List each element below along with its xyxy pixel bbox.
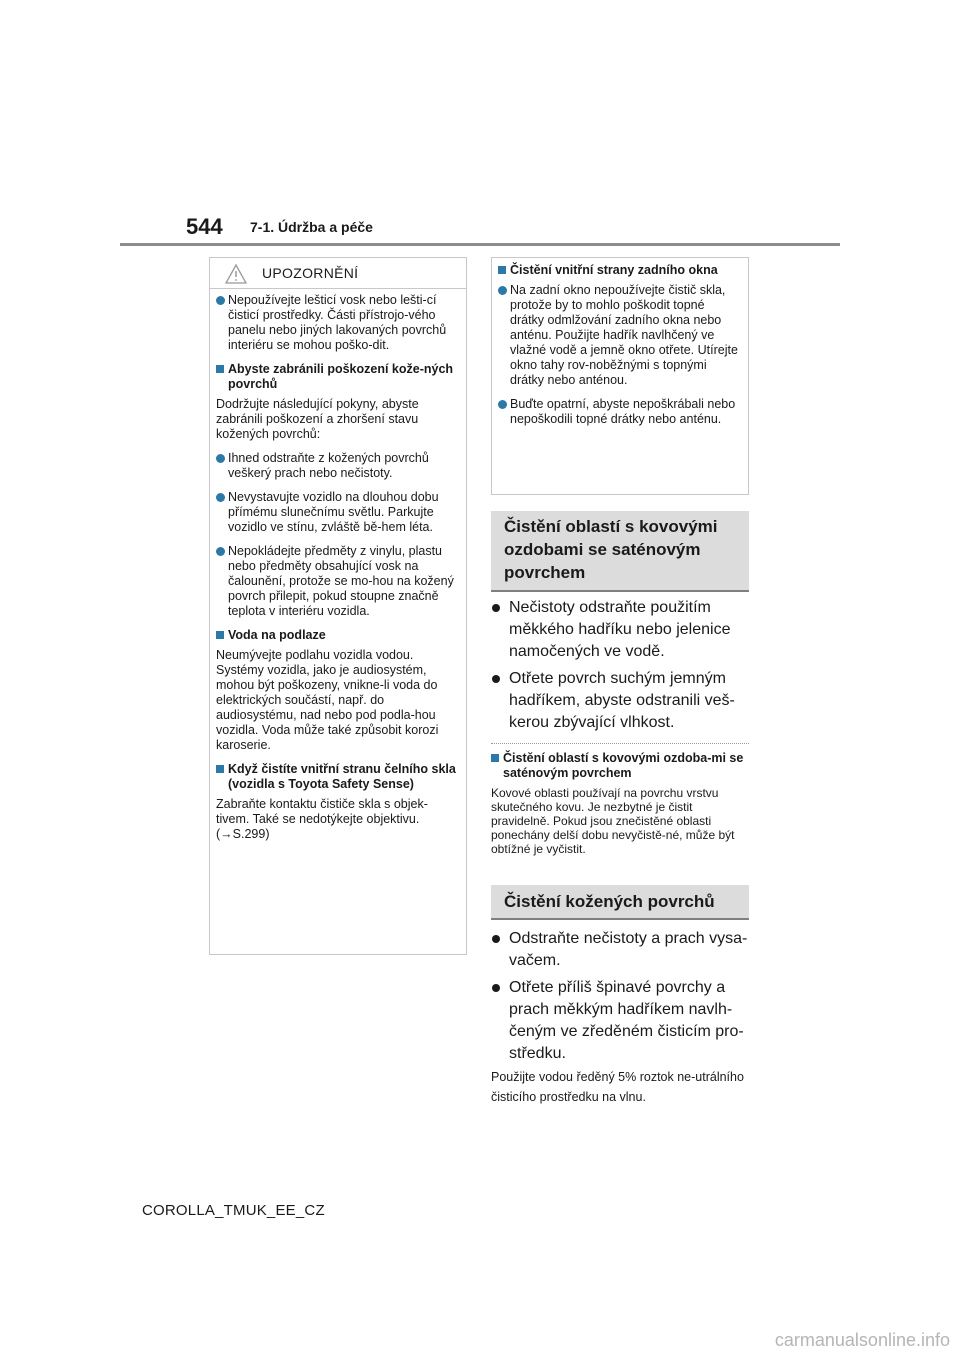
main-bullet [491, 977, 751, 1065]
square-bullet-icon [216, 365, 224, 373]
subhead-text: Čistění vnitřní strany zadního okna [510, 263, 718, 277]
main-bullet [491, 597, 751, 663]
bullet-dot-icon [216, 547, 225, 556]
bullet-dot-icon [492, 604, 500, 612]
header-rule [120, 243, 840, 246]
leather-intro: Dodržujte následující pokyny, abyste zabránili poškození a zhoršení stavu kožených povrchů: [216, 397, 419, 441]
metal-note-text: Kovové oblasti používají na povrchu vrstvu skutečného kovu. Je nezbytné je čistit pravidelně. Pokud jsou znečistěné oblasti ponechány delší dobu nevyčistě-né, může být obtížné je vyčistit. [491, 786, 735, 856]
bullet-text: Nepoužívejte lešticí vosk nebo lešti-cí čisticí prostředky. Části přístrojo-vého panelu nebo jiných lakovaných povrchů interiéru se mohou poško-dit. [228, 293, 447, 352]
bullet-text: Ihned odstraňte z kožených povrchů veškerý prach nebo nečistoty. [228, 451, 429, 480]
square-bullet-icon [216, 765, 224, 773]
warning-header [210, 258, 466, 289]
bullet-dot-icon [498, 286, 507, 295]
metal-subhead [491, 751, 749, 781]
bullet-text: Nevystavujte vozidlo na dlouhou dobu přímému slunečnímu světlu. Parkujte vozidlo ve stínu, zvláště bě-hem léta. [228, 490, 439, 534]
bullet-text: Buďte opatrní, abyste nepoškrábali nebo nepoškodili topné drátky nebo anténu. [510, 397, 736, 426]
leather-subhead [216, 362, 460, 392]
floor-text: Neumývejte podlahu vozidla vodou. Systémy vozidla, jako je audiosystém, mohou být poškozeny, vnikne-li voda do elektrických součástí, např. do audiosystému, nad nebo pod podla-hou vozidla. Voda může také způsobit korozi karoserie. [216, 648, 439, 752]
watermark: carmanualsonline.info [774, 1330, 950, 1350]
subhead-text: Čistění oblastí s kovovými ozdoba-mi se saténovým povrchem [503, 751, 744, 780]
bullet-dot-icon [216, 493, 225, 502]
subhead-text: Abyste zabránili poškození kože-ných povrchů [228, 362, 454, 391]
leather-heading: Čistění kožených povrchů [491, 885, 749, 920]
warning-bullet [216, 451, 460, 481]
square-bullet-icon [216, 631, 224, 639]
section-title: 7-1. Údržba a péče [250, 219, 373, 235]
rear-window-box [491, 257, 749, 495]
warning-title: UPOZORNĚNÍ [262, 265, 359, 281]
square-bullet-icon [498, 266, 506, 274]
subhead-text: Když čistíte vnitřní stranu čelního skla (vozidla s Toyota Safety Sense) [228, 762, 456, 791]
bullet-text: Nepokládejte předměty z vinylu, plastu nebo předměty obsahující vosk na čalounění, protože se mo-hou na kožený povrch přilepit, pokud stoupne značně teplota v interiéru vozidla. [228, 544, 454, 618]
warning-bullet [216, 490, 460, 535]
page-number: 544 [186, 214, 223, 239]
rear-window-subhead [498, 263, 742, 278]
windshield-text: Zabraňte kontaktu čističe skla s objek-tivem. Také se nedotýkejte objektivu. (→S.299) [216, 797, 428, 841]
bullet-dot-icon [498, 400, 507, 409]
bullet-text: Otřete příliš špinavé povrchy a prach měkkým hadříkem navlh-čeným ve zředěném čisticím pro-středku. [509, 979, 744, 1062]
document-code: COROLLA_TMUK_EE_CZ [142, 1202, 325, 1219]
rear-window-bullet [498, 283, 742, 388]
bullet-text: Nečistoty odstraňte použitím měkkého hadříku nebo jelenice namočených ve vodě. [509, 599, 731, 660]
main-bullet [491, 668, 751, 734]
rear-window-bullet [498, 397, 742, 427]
warning-triangle-icon [225, 264, 247, 284]
metal-bullets [491, 597, 751, 739]
metal-heading: Čistění oblastí s kovovými ozdobami se saténovým povrchem [491, 511, 749, 592]
metal-note-section [491, 743, 749, 865]
leather-footnote: Použijte vodou ředěný 5% roztok ne-utrálního čisticího prostředku na vlnu. [491, 1070, 744, 1104]
bullet-text: Otřete povrch suchým jemným hadříkem, abyste odstranili veš-kerou zbývající vlhkost. [509, 670, 735, 731]
main-bullet [491, 928, 751, 972]
bullet-dot-icon [492, 675, 500, 683]
windshield-subhead [216, 762, 460, 792]
warning-body [210, 289, 466, 842]
bullet-dot-icon [492, 984, 500, 992]
warning-bullet [216, 544, 460, 619]
subhead-text: Voda na podlaze [228, 628, 326, 642]
bullet-text: Odstraňte nečistoty a prach vysa-vačem. [509, 930, 748, 969]
floor-subhead [216, 628, 460, 643]
bullet-dot-icon [492, 935, 500, 943]
warning-bullet [216, 293, 460, 353]
bullet-dot-icon [216, 296, 225, 305]
bullet-text: Na zadní okno nepoužívejte čistič skla, protože by to mohlo poškodit topné drátky odmlžování zadního okna nebo anténu. Použijte hadřík navlhčený ve vlažné vodě a jemně okno otřete. Utírejte okno tahy rov-noběžnými s topnými drátky nebo anténou. [510, 283, 738, 387]
leather-bullets [491, 928, 751, 1070]
bullet-dot-icon [216, 454, 225, 463]
square-bullet-icon [491, 754, 499, 762]
warning-box [209, 257, 467, 955]
